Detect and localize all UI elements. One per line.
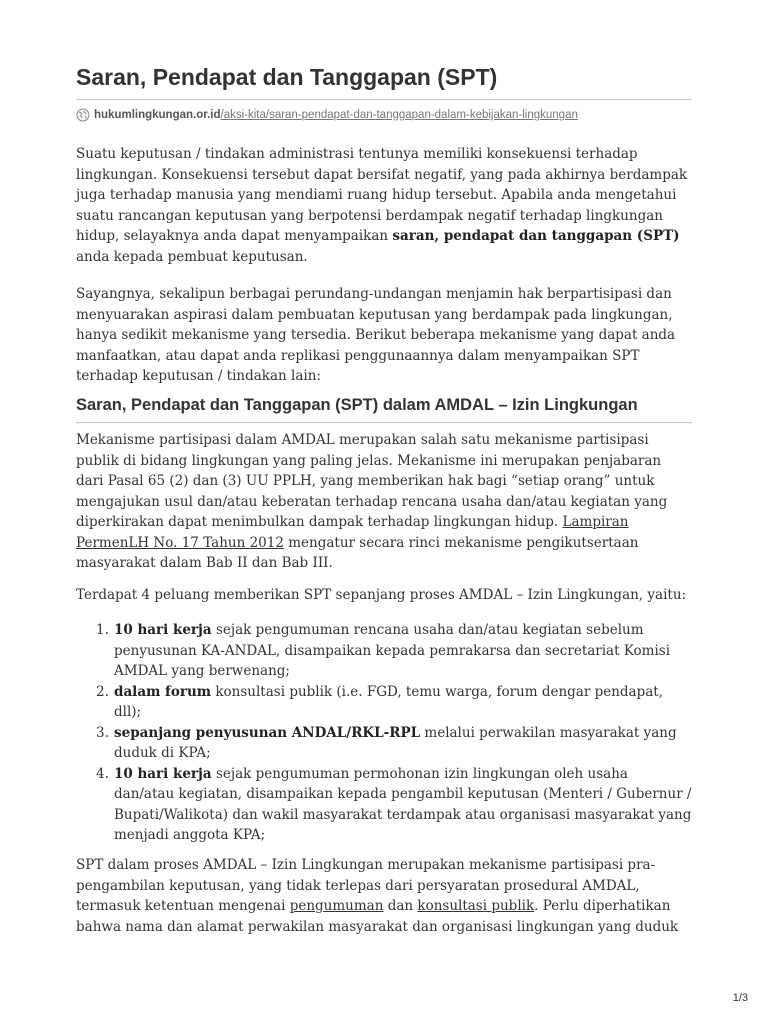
list-item-bold: dalam forum <box>114 683 212 700</box>
list-number: 4. <box>96 765 109 782</box>
pengumuman-link[interactable]: pengumuman <box>289 898 384 914</box>
section-paragraph-1-end: mengatur secara rinci mekanisme pengikutsertaan masyarakat dalam Bab II dan Bab III. <box>76 534 639 571</box>
list-item <box>76 723 692 764</box>
title-divider <box>76 99 692 100</box>
list-item <box>76 764 692 846</box>
section-divider <box>76 422 692 423</box>
section-paragraph-2 <box>76 585 692 606</box>
intro-paragraph-2 <box>76 284 692 387</box>
source-domain[interactable]: hukumlingkungan.or.id <box>94 109 221 121</box>
bold-comma: , <box>434 228 444 244</box>
konsultasi-publik-link[interactable]: konsultasi publik <box>417 898 535 914</box>
section-paragraph-2-text: Terdapat 4 peluang memberikan SPT sepanjang proses AMDAL – Izin Lingkungan, yaitu: <box>76 587 687 603</box>
section-paragraph-3 <box>76 855 692 937</box>
list-item-text: melalui perwakilan masyarakat yang duduk di KPA; <box>114 724 677 761</box>
globe-icon <box>76 108 90 122</box>
section-paragraph-1 <box>76 430 692 574</box>
list-number: 1. <box>96 622 109 638</box>
spt-opportunity-list <box>76 620 692 846</box>
section-paragraph-1-text: Mekanisme partisipasi dalam AMDAL merupakan salah satu mekanisme partisipasi publik di bidang lingkungan yang paling jelas. Mekanisme ini merupakan penjabaran dari Pasal 65 (2) dan (3) UU PPLH, yang memberikan hak bagi “setiap orang” untuk mengajukan usul dan/atau keberatan terhadap rencana usaha dan/atau kegiatan yang diperkirakan dapat menimbulkan dampak terhadap lingkungan hidup. <box>76 432 668 530</box>
source-path[interactable]: /aksi-kita/saran-pendapat-dan-tanggapan-dalam-kebijakan-lingkungan <box>220 109 578 121</box>
intro-paragraph-2-text: Sayangnya, sekalipun berbagai perundang-undangan menjamin hak berpartisipasi dan menyuarakan aspirasi dalam pembuatan keputusan yang berdampak pada lingkungan, hanya sedikit mekanisme yang tersedia. Berikut beberapa mekanisme yang dapat anda manfaatkan, atau dapat anda replikasi penggunaannya dalam menyampaikan SPT terhadap keputusan / tindakan lain: <box>76 286 676 384</box>
list-item-bold: 10 hari kerja <box>114 765 212 782</box>
list-item-bold: sepanjang penyusunan ANDAL/RKL-RPL <box>114 724 421 741</box>
section-heading: Saran, Pendapat dan Tanggapan (SPT) dalam AMDAL – Izin Lingkungan <box>76 396 638 414</box>
lampiran-permenlh-link[interactable]: Lampiran PermenLH No. 17 Tahun 2012 <box>76 514 629 551</box>
intro-text: Suatu keputusan / tindakan administrasi tentunya memiliki konsekuensi terhadap lingkungan. Konsekuensi tersebut dapat bersifat negatif, yang pada akhirnya berdampak juga terhadap manusia yang mendiami ruang hidup tersebut. Apabila anda mengetahui suatu rancangan keputusan yang berpotensi berdampak negatif terhadap lingkungan hidup, selayaknya anda dapat menyampaikan <box>76 146 688 244</box>
list-item-bold: 10 hari kerja <box>114 622 212 638</box>
article-title: Saran, Pendapat dan Tanggapan (SPT) <box>76 64 498 90</box>
intro-text-end: anda kepada pembuat keputusan. <box>76 248 308 265</box>
list-item-text: sejak pengumuman rencana usaha dan/atau kegiatan sebelum penyusunan KA-ANDAL, disampaikan kepada pemrakarsa dan secretariat Komisi AMDAL yang berwenang; <box>114 622 671 679</box>
section-paragraph-3-text: SPT dalam proses AMDAL – Izin Lingkungan merupakan mekanisme partisipasi pra-pengambilan keputusan, yang tidak terlepas dari persyaratan prosedural AMDAL, termasuk ketentuan mengenai <box>76 857 656 914</box>
list-item-text: konsultasi publik (i.e. FGD, temu warga, forum dengar pendapat, dll); <box>114 683 664 720</box>
bold-term-pendapat: pendapat dan tanggapan (SPT) <box>443 228 680 244</box>
list-item <box>76 620 692 682</box>
list-item-text: sejak pengumuman permohonan izin lingkungan oleh usaha dan/atau kegiatan, disampaikan kepada pengambil keputusan (Menteri / Gubernur / Bupati/Walikota) dan wakil masyarakat terdampak atau organisasi masyarakat yang menjadi anggota KPA; <box>114 765 692 843</box>
list-number: 2. <box>96 683 109 700</box>
intro-paragraph-1 <box>76 144 692 267</box>
list-item <box>76 682 692 723</box>
bold-term-saran: saran <box>392 228 435 244</box>
section-paragraph-3-join: dan <box>383 898 418 914</box>
source-url[interactable] <box>76 107 578 123</box>
list-number: 3. <box>96 724 109 741</box>
page-number: 1/3 <box>732 992 748 1004</box>
section-paragraph-3-end: . Perlu diperhatikan bahwa nama dan alamat perwakilan masyarakat dan organisasi lingkungan yang duduk <box>76 898 679 935</box>
